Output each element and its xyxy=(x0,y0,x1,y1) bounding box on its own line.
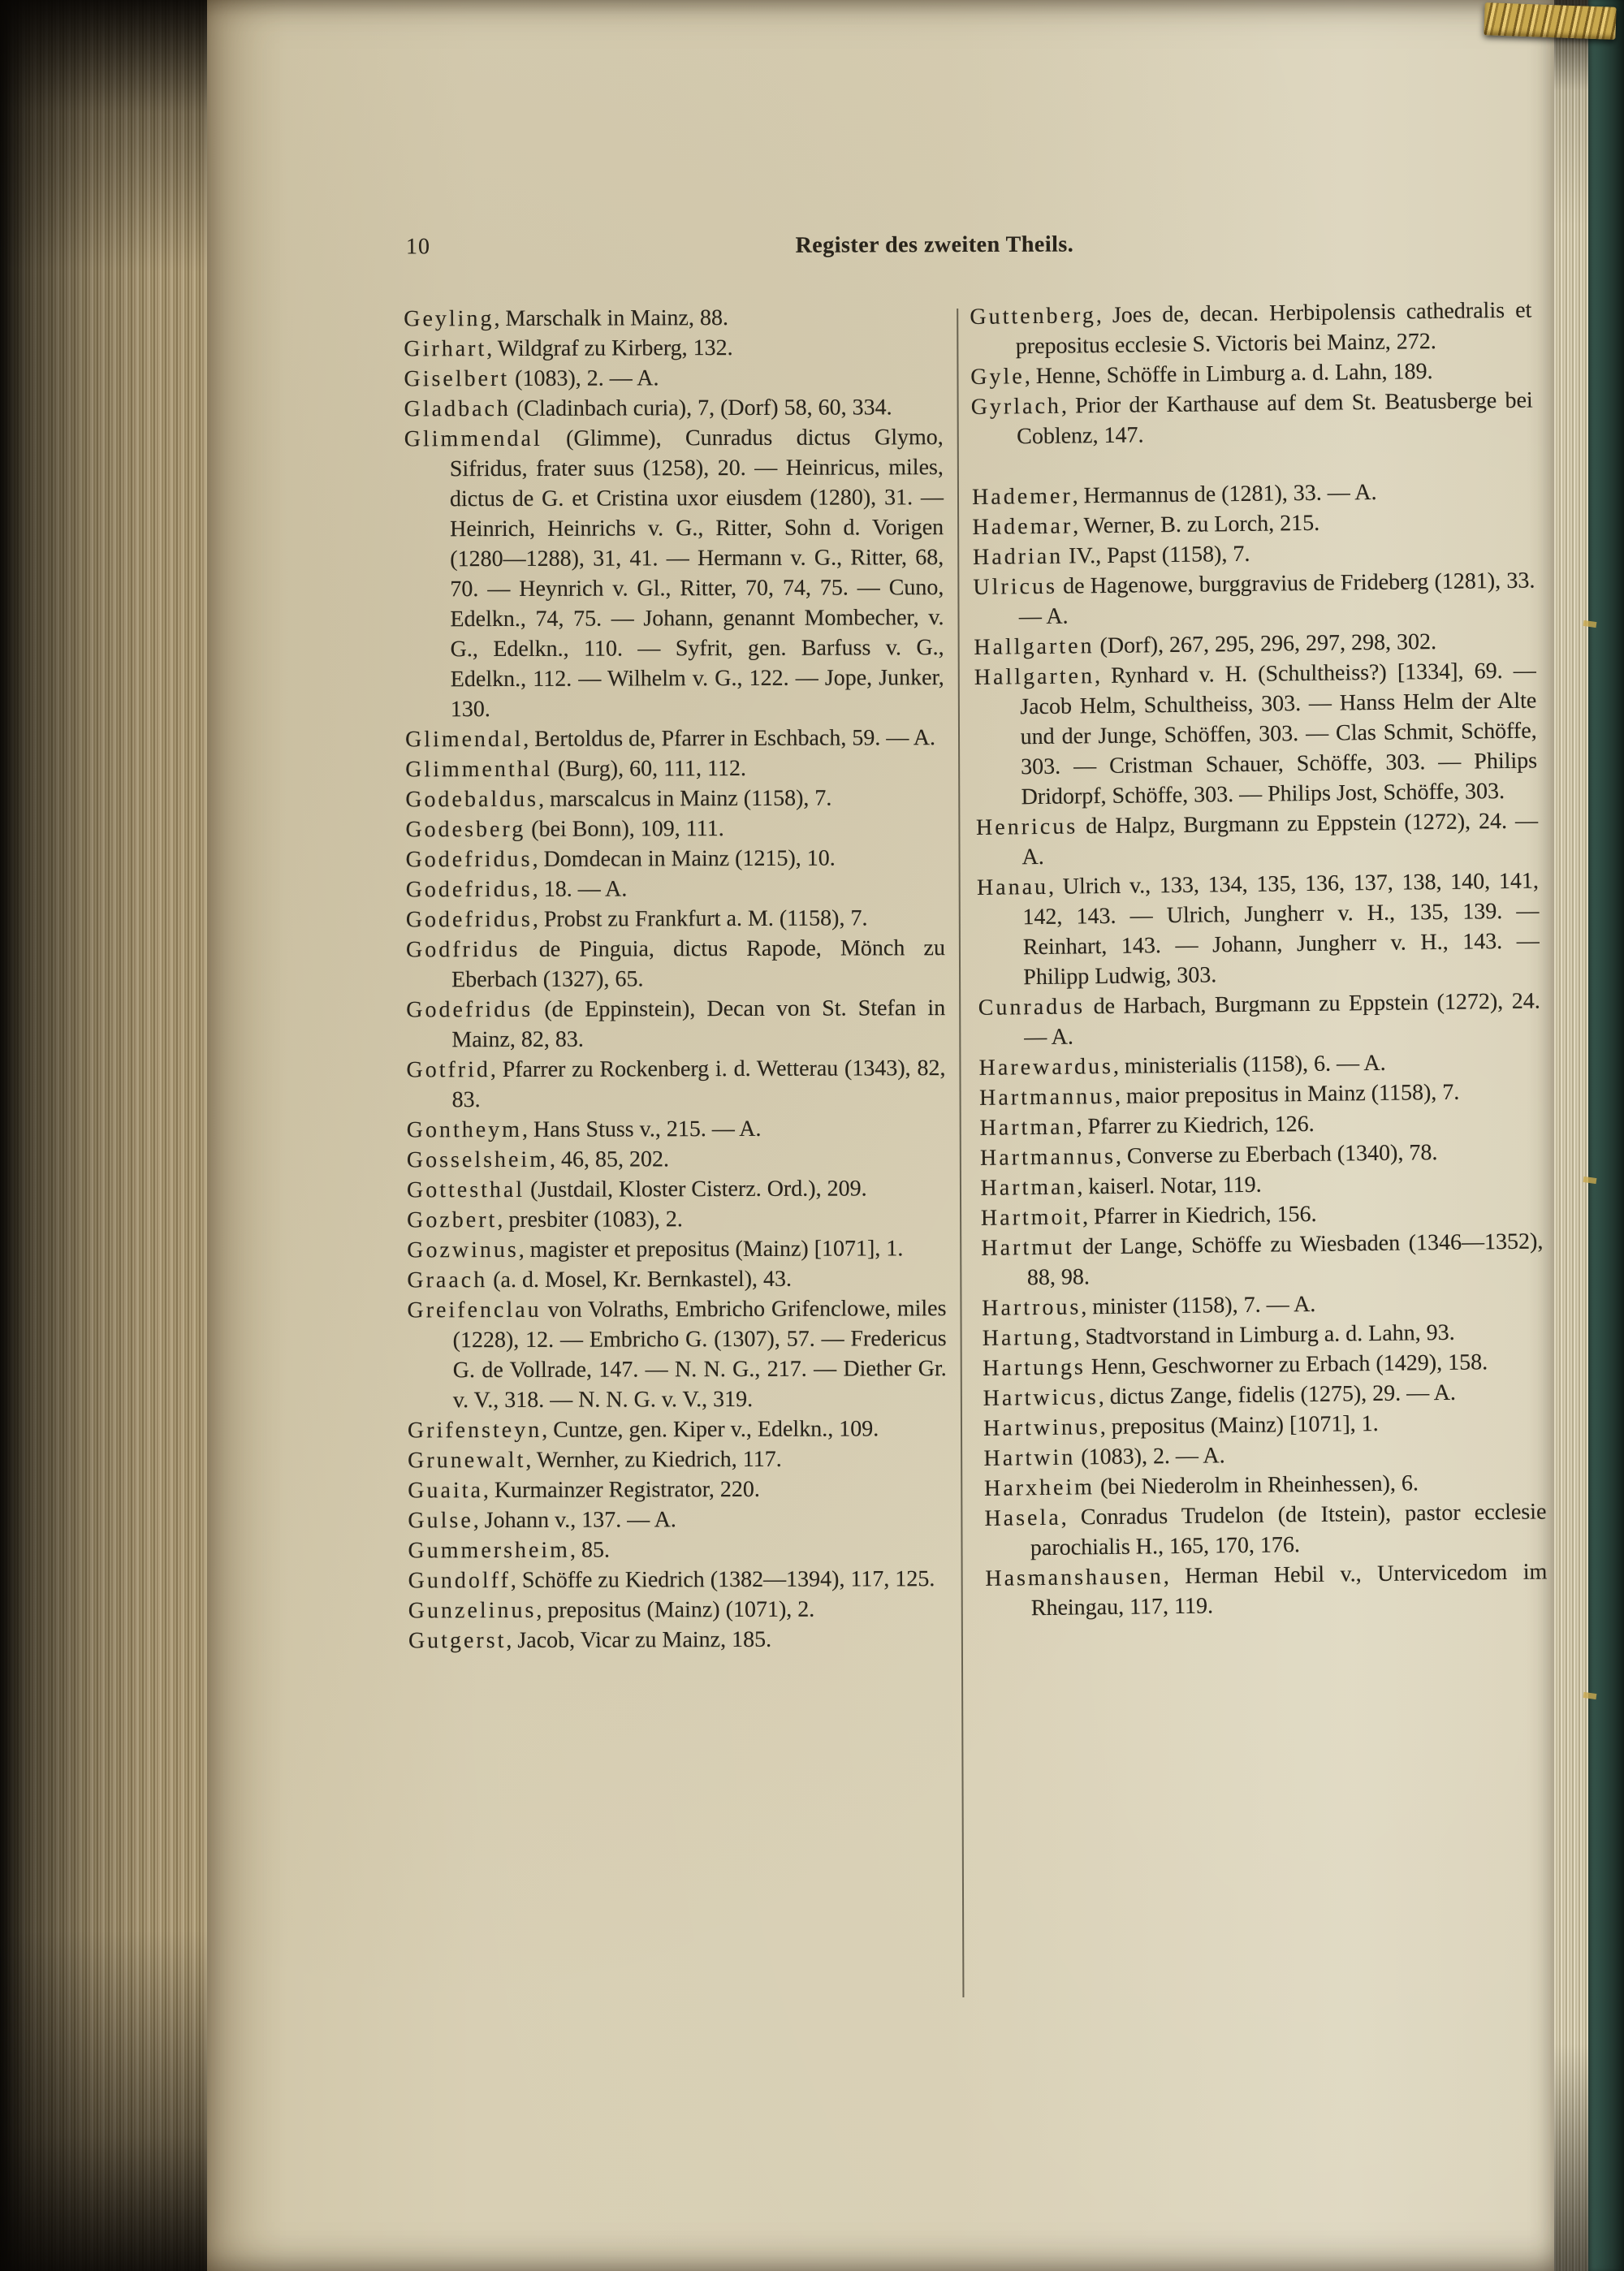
index-entry xyxy=(407,1143,946,1175)
index-entry xyxy=(404,422,944,724)
index-entry xyxy=(407,1173,946,1205)
entry-text: , Rynhard v. H. (Schultheiss?) [1334], 69. — Jacob Helm, Schultheiss, 303. — Hanss Helm der Alte und der Junge, Schöffen, 303. — Clas Schmit, Schöffe, 303. — Cristman Schauer, Schöffe, 303. — Philips Dridorpf, Schöffe, 303. — Philips Jost, Schöffe, 303. xyxy=(1020,658,1538,810)
index-entry xyxy=(404,362,943,394)
entry-text: , Converse zu Eberbach (1340), 78. xyxy=(1115,1140,1438,1169)
entry-headword: Hartmannus xyxy=(978,1083,1116,1111)
entry-headword: Harxheim xyxy=(983,1474,1095,1501)
entry-headword: Grunewalt xyxy=(408,1447,526,1474)
entry-headword: Hanau xyxy=(976,874,1049,900)
entry-text: de Hagenowe, burggravius de Frideberg (1281), 33. — A. xyxy=(1018,568,1535,630)
entry-text: (Cladinbach curia), 7, (Dorf) 58, 60, 334. xyxy=(510,395,892,421)
index-entry xyxy=(408,1534,947,1565)
entry-headword: Graach xyxy=(407,1267,488,1293)
entry-text: , Werner, B. zu Lorch, 215. xyxy=(1072,510,1320,539)
entry-text: (1083), 2. — A. xyxy=(1075,1443,1225,1470)
entry-headword: Glimmendal xyxy=(404,425,542,452)
index-entry xyxy=(405,783,944,814)
running-header xyxy=(404,227,1534,266)
entry-headword: Giselbert xyxy=(404,365,510,392)
entry-headword: Glimmenthal xyxy=(405,756,552,783)
index-entry xyxy=(970,296,1532,362)
entry-text: , Prior der Karthause auf dem St. Beatusberge bei Coblenz, 147. xyxy=(1016,387,1533,450)
entry-text: de Pinguia, dictus Rapode, Mönch zu Eberbach (1327), 65. xyxy=(451,935,945,993)
page-number: 10 xyxy=(405,234,430,260)
index-entry xyxy=(405,753,944,784)
entry-text: , Cuntze, gen. Kiper v., Edelkn., 109. xyxy=(542,1416,879,1443)
entry-headword: Hartmoit xyxy=(980,1204,1083,1231)
entry-headword: Gladbach xyxy=(404,395,511,422)
entry-text: , Domdecan in Mainz (1215), 10. xyxy=(532,845,836,872)
right-page-edges xyxy=(1554,0,1588,2271)
entry-text: (1083), 2. — A. xyxy=(509,365,659,391)
entry-text: , minister (1158), 7. — A. xyxy=(1081,1291,1316,1320)
entry-text: (Glimme), Cunradus dictus Glymo, Sifridus, frater suus (1258), 20. — Heinricus, miles, dictus de G. et Cristina uxor eiusdem (1280), 31. — Heinrich, Heinrichs v. G., Ritter, Sohn d. Vorigen (1280—1288), 31, 41. — Hermann v. G., Ritter, 68, 70. — Heynrich v. Gl., Ritter, 70, 74, 75. — Cuno, Edelkn., 74, 75. — Johann, genannt Mombecher, v. G., Edelkn., 110. — Syfrit, gen. Barfuss v. G., Edelkn., 112. — Wilhelm v. G., 122. — Jope, Junker, 130. xyxy=(449,425,944,723)
index-entry xyxy=(408,1444,947,1475)
entry-headword: Hartwinus xyxy=(983,1414,1100,1441)
entry-headword: Hartman xyxy=(980,1174,1078,1201)
entry-text: de Harbach, Burgmann zu Eppstein (1272), 24. — A. xyxy=(1024,988,1540,1051)
book-page xyxy=(207,0,1554,2271)
index-entry xyxy=(408,1564,948,1595)
entry-text: , Jacob, Vicar zu Mainz, 185. xyxy=(506,1626,772,1653)
index-entry xyxy=(981,1226,1544,1293)
entry-text: , marscalcus in Mainz (1158), 7. xyxy=(538,785,832,812)
index-entry xyxy=(406,903,945,935)
entry-text: , 18. — A. xyxy=(532,876,628,902)
entry-text: , Johann v., 137. — A. xyxy=(473,1507,676,1534)
left-page-edges xyxy=(0,0,209,2271)
entry-headword: Gutgerst xyxy=(408,1627,507,1654)
index-entry xyxy=(407,1233,946,1265)
entry-text: , Hans Stuss v., 215. — A. xyxy=(521,1116,762,1142)
entry-headword: Gyle xyxy=(970,364,1025,390)
entry-headword: Hartungs xyxy=(983,1354,1086,1381)
column-left xyxy=(404,302,948,1656)
entry-headword: Godefridus xyxy=(405,906,533,933)
entry-text: , Pfarrer zu Kiedrich, 126. xyxy=(1076,1111,1315,1140)
entry-headword: Hartmut xyxy=(981,1234,1074,1261)
index-entry xyxy=(971,386,1534,452)
entry-headword: Godfridus xyxy=(405,936,520,963)
index-entry xyxy=(407,1293,947,1415)
entry-headword: Grifensteyn xyxy=(407,1417,542,1444)
index-entry xyxy=(407,1203,946,1235)
entry-headword: Godesberg xyxy=(405,816,526,843)
index-entry xyxy=(404,392,944,424)
entry-text: der Lange, Schöffe zu Wiesbaden (1346—1352), 88, 98. xyxy=(1026,1228,1544,1291)
entry-headword: Glimendal xyxy=(404,726,524,753)
entry-headword: Gotfrid xyxy=(406,1057,490,1083)
index-entry xyxy=(408,1594,948,1626)
entry-headword: Harewardus xyxy=(978,1053,1114,1081)
entry-text: (Dorf), 267, 295, 296, 297, 298, 302. xyxy=(1094,629,1437,659)
index-entry xyxy=(406,933,945,995)
entry-headword: Henricus xyxy=(975,814,1078,840)
entry-text: , Schöffe zu Kiedrich (1382—1394), 117, 125. xyxy=(510,1566,935,1593)
entry-headword: Hartmannus xyxy=(979,1143,1116,1171)
entry-headword: Gontheym xyxy=(406,1116,522,1143)
index-entry xyxy=(406,1053,945,1115)
entry-text: Henn, Geschworner zu Erbach (1429), 158. xyxy=(1085,1349,1488,1380)
index-entry xyxy=(978,986,1541,1052)
index-entry xyxy=(406,873,945,905)
index-entry xyxy=(407,1113,946,1145)
entry-headword: Godefridus xyxy=(405,846,533,873)
index-entry xyxy=(408,1414,947,1445)
entry-text: , Pfarrer zu Rockenberg i. d. Wetterau (1343), 82, 83. xyxy=(451,1056,946,1113)
index-entry xyxy=(407,1263,946,1295)
entry-text: IV., Papst (1158), 7. xyxy=(1062,541,1250,569)
entry-headword: Hartman xyxy=(979,1114,1077,1141)
entry-text: , Stadtvorstand in Limburg a. d. Lahn, 93. xyxy=(1073,1319,1455,1350)
entry-text: , dictus Zange, fidelis (1275), 29. — A. xyxy=(1098,1379,1457,1410)
entry-text: (bei Bonn), 109, 111. xyxy=(525,816,724,842)
index-entry xyxy=(408,1504,947,1535)
entry-headword: Gottesthal xyxy=(406,1177,525,1203)
entry-headword: Guaita xyxy=(408,1478,483,1504)
index-columns xyxy=(404,297,1548,1654)
entry-headword: Godebaldus xyxy=(405,786,539,813)
entry-text: , 85. xyxy=(569,1537,610,1563)
entry-text: , prepositus (Mainz) [1071], 1. xyxy=(1099,1410,1379,1440)
column-right xyxy=(970,296,1548,1624)
index-entry xyxy=(404,332,943,364)
entry-headword: Hadrian xyxy=(972,543,1064,570)
entry-headword: Godefridus xyxy=(406,996,533,1023)
entry-text: , Probst zu Frankfurt a. M. (1158), 7. xyxy=(532,905,868,932)
entry-text: (bei Niederolm in Rheinhessen), 6. xyxy=(1094,1470,1419,1500)
entry-headword: Hademer xyxy=(971,483,1073,510)
entry-headword: Girhart xyxy=(404,336,487,362)
page-text-block xyxy=(404,227,1548,1654)
index-entry xyxy=(974,656,1538,813)
entry-headword: Hartung xyxy=(982,1324,1074,1351)
entry-headword: Gozwinus xyxy=(407,1237,519,1263)
entry-headword: Gosselsheim xyxy=(406,1146,551,1173)
column-divider-rule xyxy=(957,309,964,1997)
entry-text: von Volraths, Embricho Grifenclowe, miles (1228), 12. — Embricho G. (1307), 57. — Fredericus G. de Vollrade, 147. — N. N. G., 217. — Diether Gr. v. V., 318. — N. N. G. v. V., 319. xyxy=(452,1296,947,1414)
entry-text: , kaiserl. Notar, 119. xyxy=(1077,1172,1262,1200)
entry-text: , Hermannus de (1281), 33. — A. xyxy=(1072,479,1377,509)
entry-headword: Hasela xyxy=(984,1505,1061,1531)
page-header-title: Register des zweiten Theils. xyxy=(795,231,1074,258)
entry-headword: Gundolff xyxy=(408,1567,511,1594)
index-entry xyxy=(976,805,1539,872)
entry-headword: Hartwicus xyxy=(983,1384,1099,1411)
entry-text: , Conradus Trudelon (de Itstein), pastor ecclesie parochialis H., 165, 170, 176. xyxy=(1030,1499,1547,1561)
index-entry xyxy=(405,843,944,874)
index-entry xyxy=(985,1556,1548,1623)
entry-text: , Bertoldus de, Pfarrer in Eschbach, 59. — A. xyxy=(523,725,936,752)
entry-text: , Kurmainzer Registrator, 220. xyxy=(482,1476,760,1504)
index-entry xyxy=(984,1496,1547,1563)
entry-headword: Hartrous xyxy=(982,1294,1082,1321)
entry-headword: Gozbert xyxy=(407,1207,498,1233)
entry-text: (Justdail, Kloster Cisterz. Ord.), 209. xyxy=(525,1176,867,1202)
entry-text: , magister et prepositus (Mainz) [1071], 1. xyxy=(518,1236,904,1263)
entry-headword: Hartwin xyxy=(983,1444,1076,1471)
entry-text: , Herman Hebil v., Untervicedom im Rheingau, 117, 119. xyxy=(1030,1559,1548,1621)
entry-headword: Gulse xyxy=(408,1508,473,1534)
entry-text: (Burg), 60, 111, 112. xyxy=(551,755,747,782)
entry-text: , Henne, Schöffe in Limburg a. d. Lahn, 189. xyxy=(1024,359,1433,390)
entry-text: de Halpz, Burgmann zu Eppstein (1272), 24. — A. xyxy=(1021,808,1539,870)
entry-headword: Gummersheim xyxy=(408,1537,570,1564)
entry-text: , Ulrich v., 133, 134, 135, 136, 137, 138, 140, 141, 142, 143. — Ulrich, Jungherr v. H., 135, 139. — Reinhart, 143. — Johann, Jungherr v. H., 143. — Philipp Ludwig, 303. xyxy=(1022,868,1540,991)
entry-headword: Cunradus xyxy=(978,994,1086,1021)
index-entry xyxy=(405,723,944,754)
entry-text: , Joes de, decan. Herbipolensis cathedralis et prepositus ecclesie S. Victoris bei Mainz, 272. xyxy=(1015,297,1532,360)
entry-text: , ministerialis (1158), 6. — A. xyxy=(1112,1050,1386,1079)
index-entry xyxy=(408,1624,948,1656)
index-entry xyxy=(406,993,945,1055)
entry-headword: Geyling xyxy=(404,306,495,332)
entry-text: , presbiter (1083), 2. xyxy=(497,1207,683,1233)
entry-text: , Wernher, zu Kiedrich, 117. xyxy=(525,1446,782,1473)
entry-text: , 46, 85, 202. xyxy=(549,1146,670,1172)
entry-headword: Greifenclau xyxy=(407,1297,542,1323)
gold-headband-decoration xyxy=(1484,2,1616,40)
index-entry xyxy=(973,566,1535,633)
index-entry xyxy=(405,813,944,844)
entry-text: , Marschalk in Mainz, 88. xyxy=(494,305,728,332)
book-cover-edge xyxy=(1588,0,1624,2271)
entry-headword: Hademar xyxy=(972,513,1073,540)
index-entry xyxy=(408,1474,947,1505)
index-entry xyxy=(977,866,1540,992)
entry-headword: Hallgarten xyxy=(974,663,1095,690)
entry-text: (a. d. Mosel, Kr. Bernkastel), 43. xyxy=(487,1266,793,1293)
entry-text: , Pfarrer in Kiedrich, 156. xyxy=(1082,1201,1317,1230)
entry-headword: Godefridus xyxy=(405,876,533,903)
entry-text: , maior prepositus in Mainz (1158), 7. xyxy=(1114,1079,1460,1109)
entry-headword: Ulricus xyxy=(973,573,1058,600)
entry-text: (de Eppinstein), Decan von St. Stefan in Mainz, 82, 83. xyxy=(451,995,946,1053)
entry-headword: Hasmanshausen xyxy=(985,1564,1164,1591)
index-entry xyxy=(404,302,943,334)
entry-headword: Gunzelinus xyxy=(408,1597,537,1624)
entry-text: , prepositus (Mainz) (1071), 2. xyxy=(536,1596,815,1623)
entry-headword: Hallgarten xyxy=(974,633,1095,660)
entry-text: , Wildgraf zu Kirberg, 132. xyxy=(486,335,733,362)
entry-headword: Guttenberg xyxy=(970,303,1097,330)
entry-headword: Gyrlach xyxy=(970,393,1062,420)
